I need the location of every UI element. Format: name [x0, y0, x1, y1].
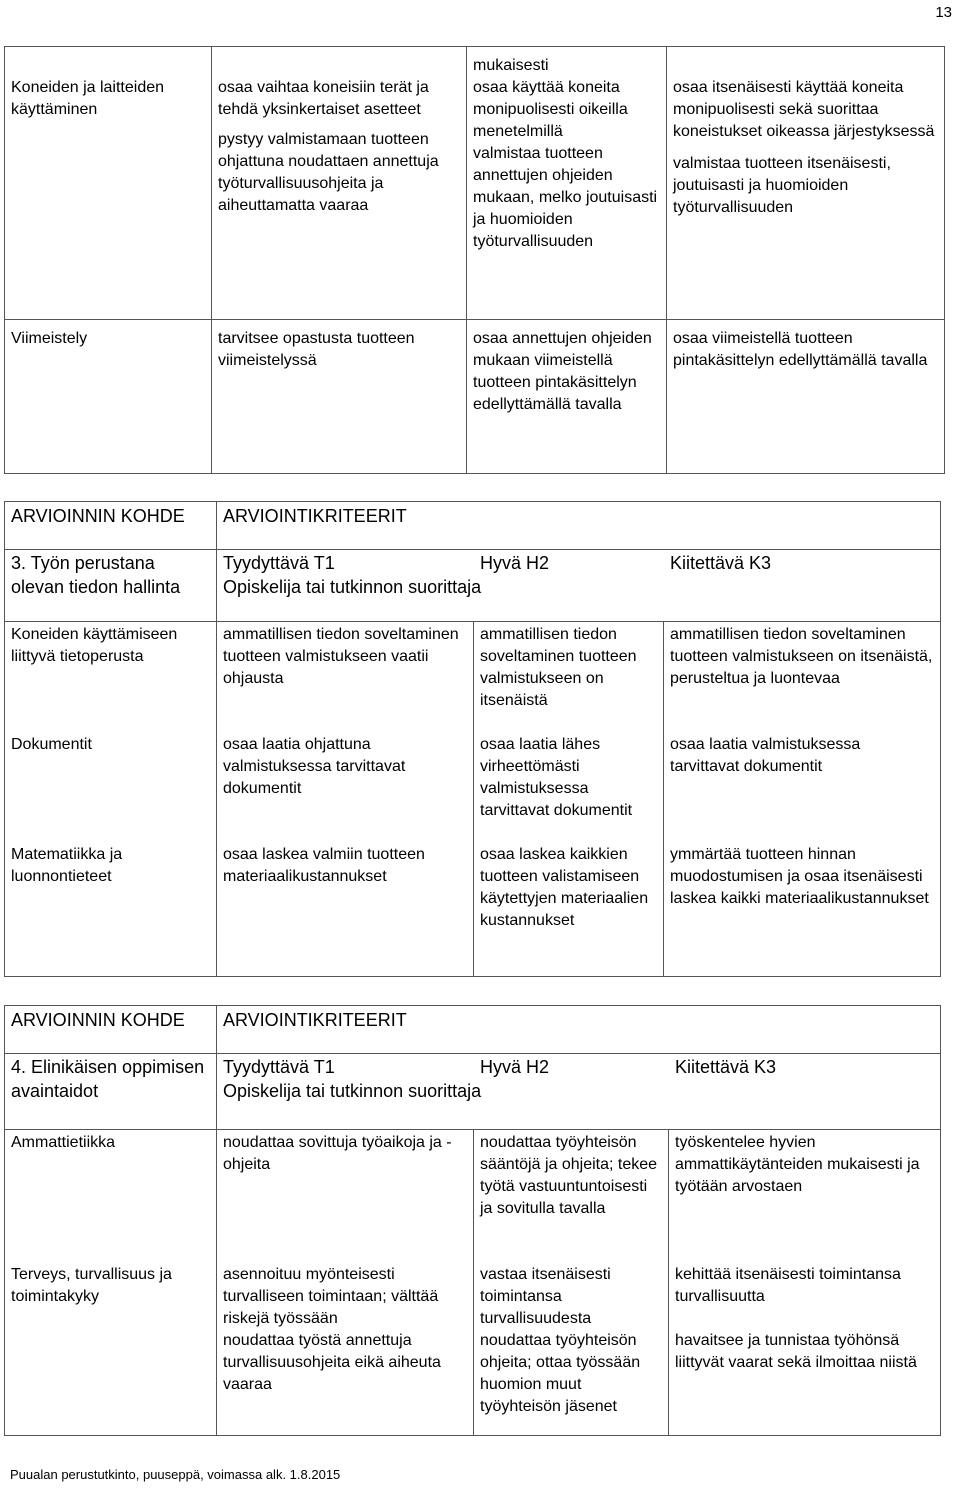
performer-label: Opiskelija tai tutkinnon suorittaja [223, 1081, 482, 1101]
area-label: Koneiden ja laitteiden käyttäminen [11, 79, 165, 118]
k3-cell: osaa laatia valmistuksessa tarvittavat dokumentit [664, 732, 941, 842]
page-footer: Puualan perustutkinto, puuseppä, voimassa alk. 1.8.2015 [10, 1467, 341, 1482]
criterion-text: pystyy valmistamaan tuotteen ohjattuna noudattaen annettuja työturvallisuusohjeita ja aiheuttamatta vaaraa [218, 131, 439, 214]
criterion-text: osaa käyttää koneita monipuolisesti oikeilla menetelmillä [473, 79, 628, 140]
area-cell: Ammattietiikka [5, 1130, 217, 1262]
performer-label: Opiskelija tai tutkinnon suorittaja [223, 577, 482, 597]
h2-cell: noudattaa työyhteisön sääntöjä ja ohjeita; tekee työtä vastuuntuntoisesti ja sovitulla tavalla [474, 1130, 669, 1262]
t1-cell [212, 47, 467, 320]
table-row [5, 320, 945, 474]
k3-cell [667, 320, 945, 474]
t1-cell: osaa laskea valmiin tuotteen materiaalikustannukset [217, 842, 474, 977]
criteria-table-3 [4, 501, 941, 977]
criterion-text: noudattaa työstä annettuja turvallisuusohjeita eikä aiheuta vaaraa [223, 1331, 441, 1393]
grade-t1: Tyydyttävä T1 [223, 553, 335, 573]
k3-cell: ymmärtää tuotteen hinnan muodostumisen ja osaa itsenäisesti laskea kaikki materiaalikustannukset [664, 842, 941, 977]
area-label: Viimeistely [11, 330, 88, 347]
subject-label: 4. Elinikäisen oppimisen avaintaidot [5, 1054, 217, 1130]
k3-cell: ammatillisen tiedon soveltaminen tuotteen valmistukseen on itsenäistä, perusteltua ja luontevaa [664, 622, 941, 732]
h2-cell: osaa laskea kaikkien tuotteen valistamiseen käytettyjen materiaalien kustannukset [474, 842, 664, 977]
criteria-label: ARVIOINTIKRITEERIT [217, 502, 941, 550]
grade-row [5, 1054, 941, 1130]
t1-cell: osaa laatia ohjattuna valmistuksessa tarvittavat dokumentit [217, 732, 474, 842]
h2-cell [474, 1262, 669, 1436]
table-row [5, 1130, 941, 1262]
area-cell: Terveys, turvallisuus ja toimintakyky [5, 1262, 217, 1436]
table-row [5, 732, 941, 842]
grade-k3: Kiitettävä K3 [670, 553, 772, 573]
h2-cell: ammatillisen tiedon soveltaminen tuotteen valmistukseen on itsenäistä [474, 622, 664, 732]
table-row [5, 622, 941, 732]
area-cell: Koneiden käyttämiseen liittyvä tietoperusta [5, 622, 217, 732]
criteria-label: ARVIOINTIKRITEERIT [217, 1006, 941, 1054]
area-cell [5, 320, 212, 474]
grade-h2: Hyvä H2 [480, 553, 550, 573]
criterion-text: vastaa itsenäisesti toimintansa turvallisuudesta [480, 1265, 611, 1327]
grade-k3: Kiitettävä K3 [675, 1057, 777, 1077]
criterion-text: noudattaa työyhteisön ohjeita; ottaa työssään huomion muut työyhteisön jäsenet [480, 1331, 641, 1415]
grade-t1: Tyydyttävä T1 [223, 1057, 335, 1077]
head-label: ARVIOINNIN KOHDE [5, 502, 217, 550]
table-row [5, 47, 945, 320]
t1-cell [212, 320, 467, 474]
criterion-text: havaitsee ja tunnistaa työhönsä liittyvät vaarat sekä ilmoittaa niistä [675, 1331, 917, 1371]
grade-h2: Hyvä H2 [480, 1057, 550, 1077]
grade-row [5, 550, 941, 622]
h2-cell: osaa laatia lähes virheettömästi valmistuksessa tarvittavat dokumentit [474, 732, 664, 842]
page-number: 13 [935, 4, 952, 21]
k3-cell [669, 1262, 941, 1436]
area-cell: Matematiikka ja luonnontieteet [5, 842, 217, 977]
criterion-text: valmistaa tuotteen itsenäisesti, joutuisasti ja huomioiden työturvallisuuden [673, 155, 891, 216]
grades-cell [217, 550, 941, 622]
area-cell: Dokumentit [5, 732, 217, 842]
t1-cell: noudattaa sovittuja työaikoja ja -ohjeita [217, 1130, 474, 1262]
table-row [5, 1262, 941, 1436]
criterion-text: osaa itsenäisesti käyttää koneita monipuolisesti sekä suorittaa koneistukset oikeassa järjestyksessä [673, 79, 935, 140]
h2-cell [467, 320, 667, 474]
criterion-text: kehittää itsenäisesti toimintansa turvallisuutta [675, 1265, 901, 1305]
criterion-text: valmistaa tuotteen annettujen ohjeiden mukaan, melko joutuisasti ja huomioiden työturvallisuuden [473, 145, 658, 250]
t1-cell [217, 1262, 474, 1436]
criterion-text: mukaisesti [473, 57, 549, 74]
table-row [5, 842, 941, 977]
grades-cell [217, 1054, 941, 1130]
criterion-text: osaa viimeistellä tuotteen pintakäsittelyn edellyttämällä tavalla [673, 330, 928, 369]
head-label: ARVIOINNIN KOHDE [5, 1006, 217, 1054]
k3-cell [667, 47, 945, 320]
table-header-row [5, 1006, 941, 1054]
criterion-text: osaa vaihtaa koneisiin terät ja tehdä yksinkertaiset asetteet [218, 79, 429, 118]
criteria-table-continued [4, 46, 945, 474]
area-cell [5, 47, 212, 320]
criterion-text: asennoituu myönteisesti turvalliseen toimintaan; välttää riskejä työssään [223, 1265, 439, 1327]
table-header-row [5, 502, 941, 550]
k3-cell: työskentelee hyvien ammattikäytänteiden mukaisesti ja työtään arvostaen [669, 1130, 941, 1262]
h2-cell [467, 47, 667, 320]
criterion-text: tarvitsee opastusta tuotteen viimeistelyssä [218, 330, 415, 369]
t1-cell: ammatillisen tiedon soveltaminen tuotteen valmistukseen vaatii ohjausta [217, 622, 474, 732]
criteria-table-4 [4, 1005, 941, 1436]
criterion-text: osaa annettujen ohjeiden mukaan viimeistellä tuotteen pintakäsittelyn edellyttämällä tavalla [473, 330, 652, 413]
subject-label: 3. Työn perustana olevan tiedon hallinta [5, 550, 217, 622]
